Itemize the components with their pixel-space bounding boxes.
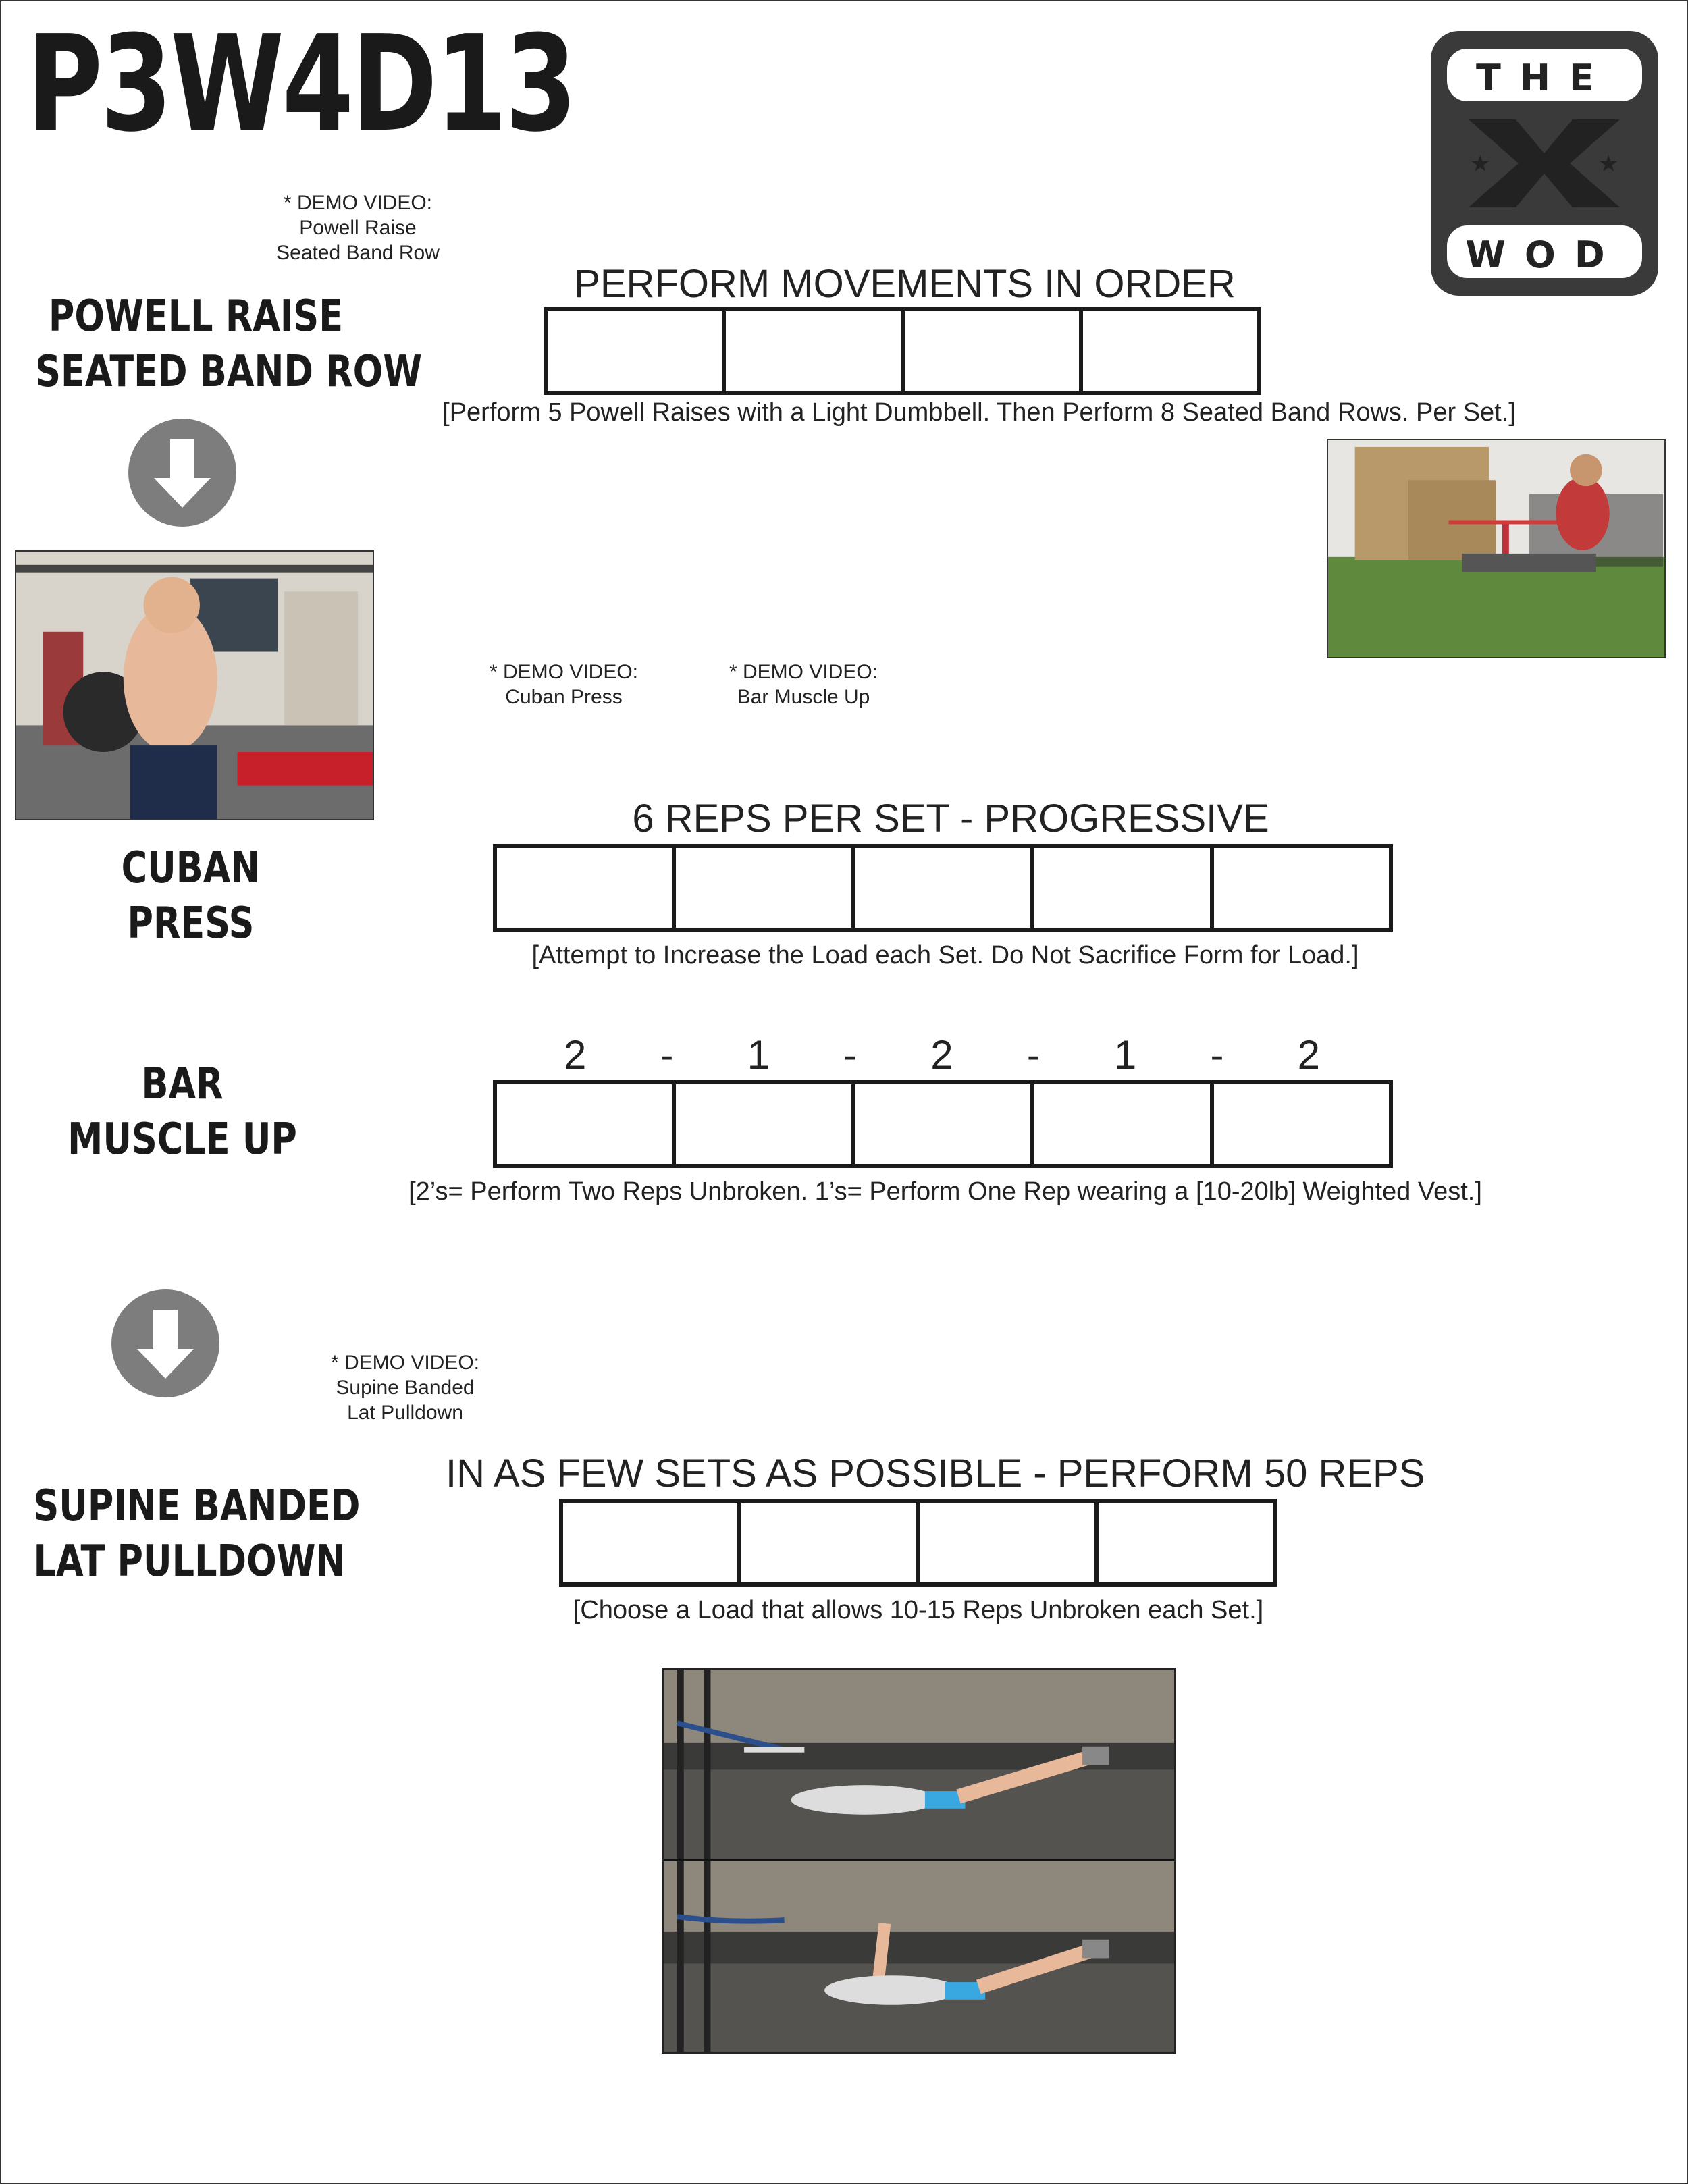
set-box[interactable] (563, 1503, 741, 1582)
rep-scheme (564, 1032, 1320, 1078)
set-box[interactable] (1083, 311, 1257, 391)
section2-set-boxes (493, 844, 1393, 932)
supine-banded-lat-pulldown-photo (662, 1668, 1176, 2054)
down-arrow-icon (128, 419, 236, 527)
section2-heading: 6 REPS PER SET - PROGRESSIVE (632, 797, 1269, 841)
set-box[interactable] (497, 1084, 676, 1164)
set-box[interactable] (548, 311, 726, 391)
section4-note: [Choose a Load that allows 10-15 Reps Unbroken each Set.] (573, 1596, 1264, 1624)
set-box[interactable] (1034, 1084, 1213, 1164)
rep-scheme-item: - (1210, 1032, 1224, 1077)
section3-set-boxes (493, 1080, 1393, 1168)
rep-scheme-item: 2 (1297, 1032, 1320, 1077)
section1-heading: PERFORM MOVEMENTS IN ORDER (574, 262, 1236, 306)
exercise-name-supine-banded-lat-pulldown: SUPINE BANDED LAT PULLDOWN (33, 1481, 361, 1587)
section3-note: [2’s= Perform Two Reps Unbroken. 1’s= Perform One Rep wearing a [10-20lb] Weighted Vest.] (408, 1177, 1482, 1206)
exercise-name-bar-muscle-up: BAR MUSCLE UP (68, 1059, 297, 1165)
section2-note: [Attempt to Increase the Load each Set. Do Not Sacrifice Form for Load.] (531, 941, 1359, 969)
rep-scheme-item: 1 (1113, 1032, 1137, 1077)
set-box[interactable] (1214, 1084, 1389, 1164)
rep-scheme-item: - (660, 1032, 674, 1077)
set-box[interactable] (855, 1084, 1034, 1164)
svg-text:★: ★ (1470, 151, 1491, 178)
section1-set-boxes (544, 307, 1261, 395)
set-box[interactable] (676, 1084, 855, 1164)
svg-text:★: ★ (1598, 151, 1619, 178)
set-box[interactable] (1034, 848, 1213, 928)
set-box[interactable] (676, 848, 855, 928)
seated-band-row-photo (1327, 439, 1666, 658)
the-x-wod-logo (1428, 28, 1661, 298)
exercise-name-powell-raise: POWELL RAISE SEATED BAND ROW (35, 292, 423, 397)
set-box[interactable] (920, 1503, 1099, 1582)
down-arrow-icon (111, 1289, 219, 1397)
set-box[interactable] (741, 1503, 920, 1582)
section4-set-boxes (559, 1499, 1277, 1587)
rep-scheme-item: 1 (747, 1032, 770, 1077)
cuban-press-photo (15, 550, 374, 820)
exercise-name-cuban-press: CUBAN PRESS (121, 843, 261, 949)
rep-scheme-item: 2 (930, 1032, 953, 1077)
rep-scheme-item: - (843, 1032, 858, 1077)
set-box[interactable] (905, 311, 1083, 391)
demo-video-bar-muscle-up[interactable]: * DEMO VIDEO: Bar Muscle Up (729, 661, 878, 708)
section1-note: [Perform 5 Powell Raises with a Light Dumbbell. Then Perform 8 Seated Band Rows. Per Set.] (442, 398, 1516, 427)
set-box[interactable] (726, 311, 904, 391)
set-box[interactable] (1099, 1503, 1273, 1582)
demo-video-powell-raise[interactable]: * DEMO VIDEO: Powell Raise Seated Band Row (276, 192, 440, 264)
rep-scheme-item: 2 (564, 1032, 587, 1077)
section4-heading: IN AS FEW SETS AS POSSIBLE - PERFORM 50 REPS (446, 1451, 1425, 1495)
rep-scheme-item: - (1026, 1032, 1040, 1077)
demo-video-supine-banded-lat-pulldown[interactable]: * DEMO VIDEO: Supine Banded Lat Pulldown (330, 1352, 480, 1424)
page-title: P3W4D13 (27, 7, 575, 161)
demo-video-cuban-press[interactable]: * DEMO VIDEO: Cuban Press (489, 661, 639, 708)
logo-bottom-text: WOD (1465, 234, 1624, 276)
set-box[interactable] (497, 848, 676, 928)
set-box[interactable] (855, 848, 1034, 928)
logo-top-text: THE (1476, 57, 1613, 99)
set-box[interactable] (1214, 848, 1389, 928)
